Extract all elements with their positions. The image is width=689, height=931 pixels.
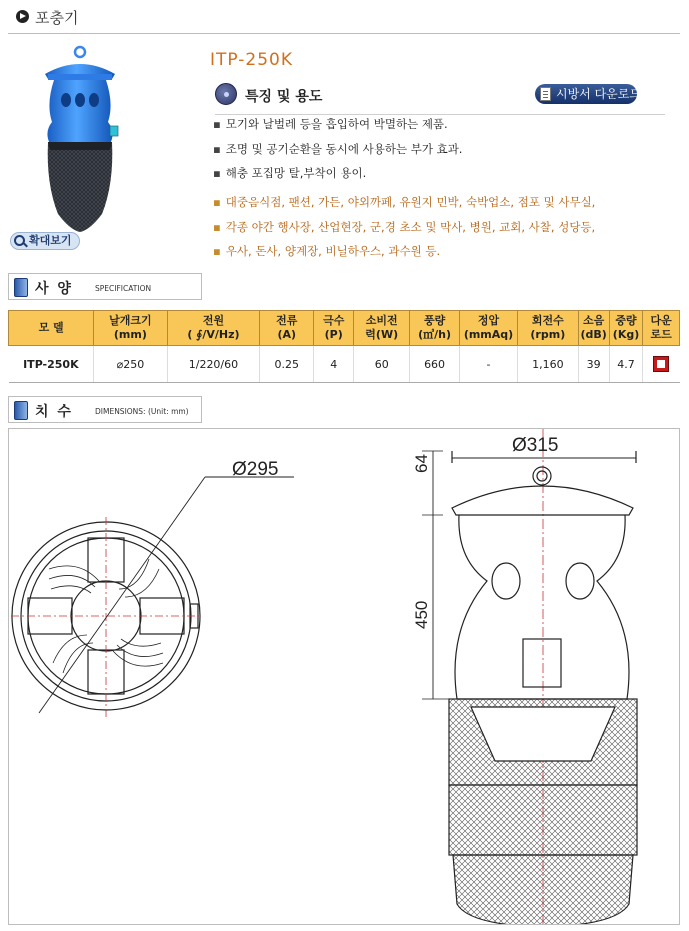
column-header: 소음 (dB) xyxy=(578,311,609,346)
book-icon xyxy=(14,401,28,420)
breadcrumb-title: 포충기 xyxy=(35,9,79,27)
cell-poles: 4 xyxy=(314,346,354,383)
table-row xyxy=(9,346,680,383)
cell-download xyxy=(643,346,680,383)
column-header: 정압 (mmAq) xyxy=(459,311,517,346)
column-header: 풍량 (㎥/h) xyxy=(410,311,460,346)
column-header: 다운 로드 xyxy=(643,311,680,346)
zoom-label: 확대보기 xyxy=(29,234,72,247)
column-header: 극수 (P) xyxy=(314,311,354,346)
column-header: 모 델 xyxy=(9,311,94,346)
column-header: 회전수 (rpm) xyxy=(518,311,578,346)
dim-section-header xyxy=(8,396,202,423)
cell-rpm: 1,160 xyxy=(518,346,578,383)
list-item: ▪ 대중음식점, 팬션, 가든, 야외까페, 유원지 민박, 숙박업소, 점포 및 사무실, xyxy=(213,192,595,217)
cell-consumption: 60 xyxy=(354,346,410,383)
cell-current: 0.25 xyxy=(260,346,314,383)
column-header: 전류 (A) xyxy=(260,311,314,346)
model-title: ITP-250K xyxy=(210,50,294,70)
cell-blade-size: ⌀250 xyxy=(94,346,167,383)
disc-bullet-icon xyxy=(215,83,237,105)
section-subtitle: SPECIFICATION xyxy=(95,284,152,293)
feature-list xyxy=(213,114,462,188)
cell-power: 1/220/60 xyxy=(167,346,260,383)
use-list xyxy=(213,192,595,266)
table-header-row xyxy=(9,311,680,346)
column-header: 날개크기 (mm) xyxy=(94,311,167,346)
cell-airflow: 660 xyxy=(410,346,460,383)
list-item: ▪ 모기와 날벌레 등을 흡입하여 박멸하는 제품. xyxy=(213,114,462,139)
list-item: ▪ 해충 포집망 탈,부착이 용이. xyxy=(213,163,462,188)
column-header: 전원 ( ∮/V/Hz) xyxy=(167,311,260,346)
cell-static-pressure: - xyxy=(459,346,517,383)
section-subtitle: DIMENSIONS: (Unit: mm) xyxy=(95,407,189,416)
pdf-download-icon[interactable] xyxy=(653,356,669,372)
arrow-circle-icon xyxy=(16,10,29,23)
column-header: 소비전 력(W) xyxy=(354,311,410,346)
right-diameter-label: Ø315 xyxy=(512,435,559,456)
product-image xyxy=(40,44,130,234)
features-heading-label: 특징 및 용도 xyxy=(245,89,323,105)
section-title: 사 양 xyxy=(35,281,73,297)
list-item: ▪ 각종 야간 행사장, 산업현장, 군,경 초소 및 막사, 병원, 교회, 사찰, 성당등, xyxy=(213,217,595,242)
dimension-svg xyxy=(9,429,679,924)
magnifier-icon xyxy=(14,235,25,246)
body-height-label: 450 xyxy=(412,600,431,629)
list-item: ▪ 우사, 돈사, 양계장, 비닐하우스, 과수원 등. xyxy=(213,241,595,266)
dimension-drawing xyxy=(8,428,680,925)
breadcrumb-bar xyxy=(8,0,680,34)
spec-section-header xyxy=(8,273,202,300)
top-height-label: 64 xyxy=(412,454,431,473)
cell-noise: 39 xyxy=(578,346,609,383)
spec-download-button[interactable] xyxy=(535,84,641,104)
spec-download-label: 시방서 다운로드 xyxy=(556,87,641,101)
section-title: 치 수 xyxy=(35,404,73,420)
list-item: ▪ 조명 및 공기순환을 동시에 사용하는 부가 효과. xyxy=(213,139,462,164)
left-diameter-label: Ø295 xyxy=(232,459,279,480)
column-header: 중량 (Kg) xyxy=(609,311,642,346)
book-icon xyxy=(14,278,28,297)
document-icon xyxy=(540,87,551,101)
spec-table xyxy=(8,310,680,383)
cell-model: ITP-250K xyxy=(9,346,94,383)
zoom-button[interactable] xyxy=(10,232,80,250)
cell-weight: 4.7 xyxy=(609,346,642,383)
